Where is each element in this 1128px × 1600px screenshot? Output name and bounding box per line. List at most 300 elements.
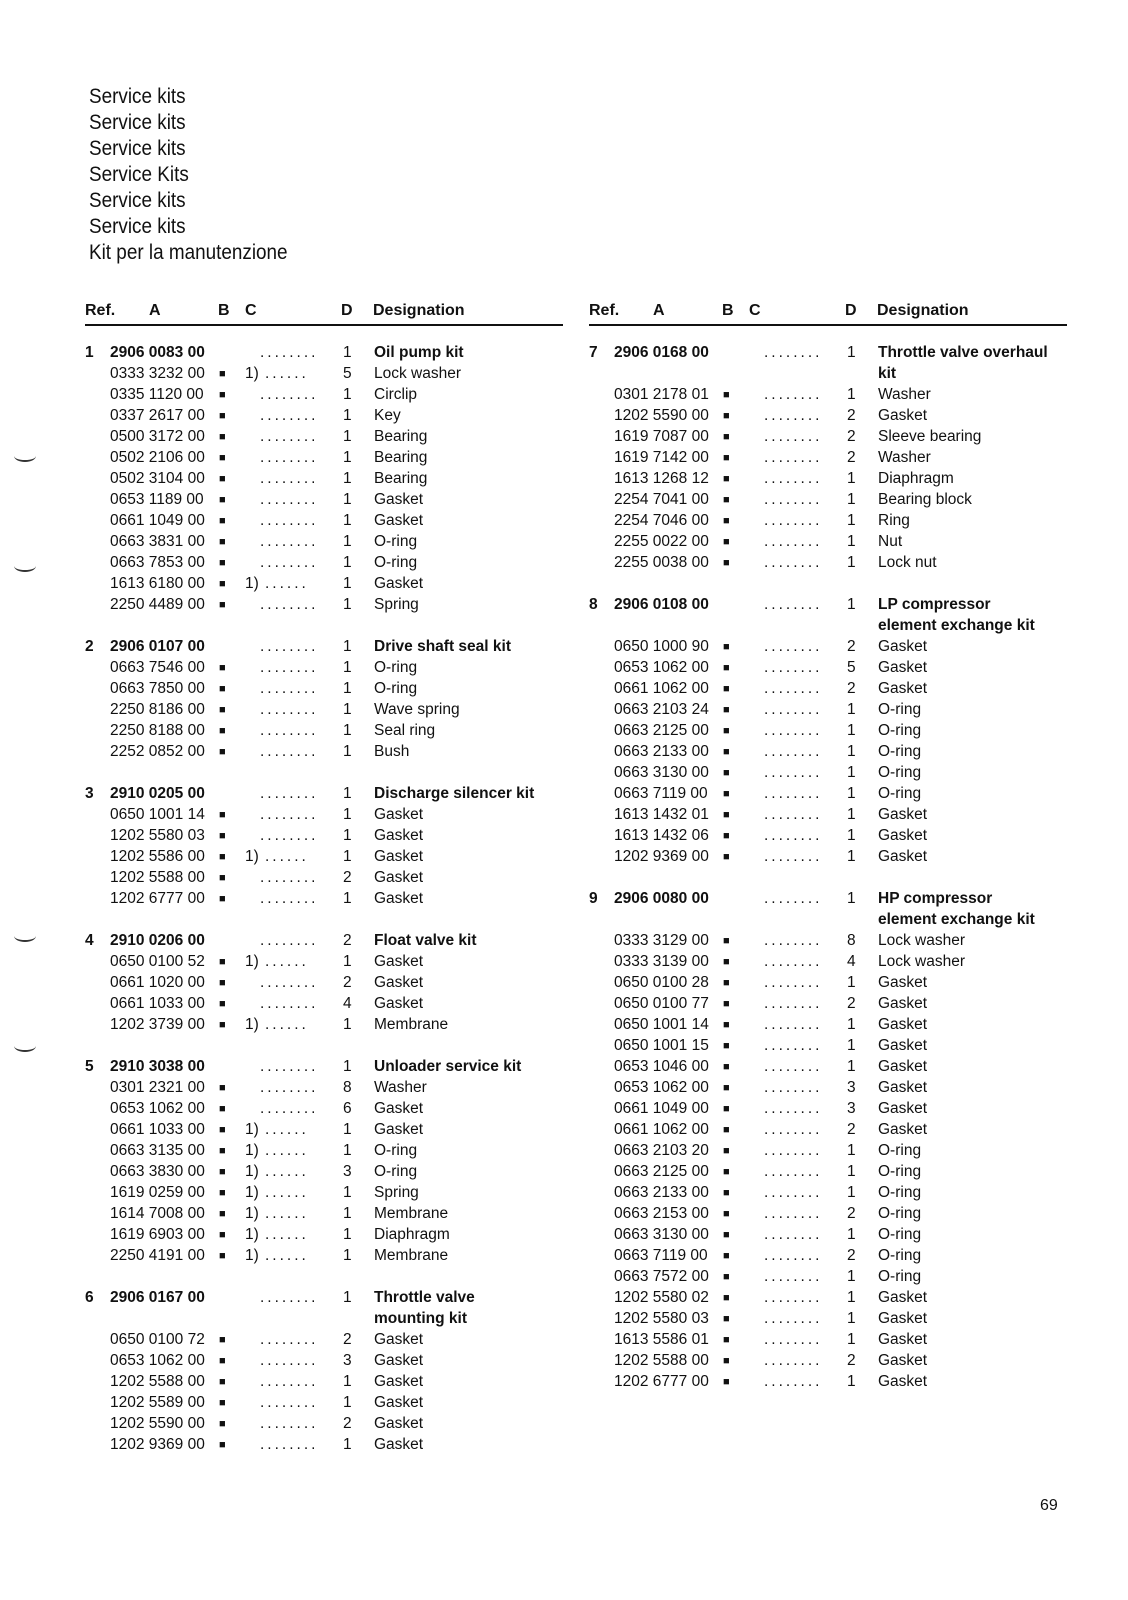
part-row	[85, 596, 563, 617]
leader-dots: ........	[260, 449, 319, 466]
square-mark-icon: ■	[219, 1145, 226, 1157]
leader-dots: ........	[764, 1226, 823, 1243]
part-designation: Gasket	[374, 1352, 424, 1369]
part-number: 0661 1049 00	[110, 512, 205, 529]
part-row	[589, 827, 1067, 848]
kit-designation: Oil pump kit	[374, 344, 464, 361]
part-designation: Gasket	[878, 1352, 928, 1369]
quantity: 2	[343, 869, 352, 886]
part-row	[85, 869, 563, 890]
square-mark-icon: ■	[219, 431, 226, 443]
header-c: C	[245, 302, 257, 319]
quantity: 1	[343, 554, 352, 571]
quantity: 1	[847, 1163, 856, 1180]
part-designation: Gasket	[374, 848, 424, 865]
leader-dots: ......	[265, 1163, 309, 1180]
part-designation: O-ring	[878, 701, 922, 718]
square-mark-icon: ■	[219, 998, 226, 1010]
part-designation: Gasket	[878, 1331, 928, 1348]
square-mark-icon: ■	[723, 1334, 730, 1346]
leader-dots: ........	[260, 638, 319, 655]
leader-dots: ........	[764, 1058, 823, 1075]
part-number: 1202 5580 02	[614, 1289, 709, 1306]
quantity: 1	[343, 722, 352, 739]
part-row	[589, 407, 1067, 428]
square-mark-icon: ■	[723, 431, 730, 443]
leader-dots: ........	[764, 743, 823, 760]
square-mark-icon: ■	[723, 515, 730, 527]
part-number: 0653 1062 00	[110, 1352, 205, 1369]
quantity: 2	[847, 1205, 856, 1222]
square-mark-icon: ■	[219, 578, 226, 590]
part-row	[589, 1247, 1067, 1268]
header-designation: Designation	[373, 302, 465, 319]
kit-group	[85, 932, 563, 1037]
part-number: 0663 3831 00	[110, 533, 205, 550]
leader-dots: ........	[764, 1373, 823, 1390]
leader-dots: ........	[764, 1163, 823, 1180]
quantity: 1	[343, 827, 352, 844]
leader-dots: ........	[260, 869, 319, 886]
part-number: 0653 1189 00	[110, 491, 204, 508]
part-designation: Bearing	[374, 428, 428, 445]
quantity: 1	[343, 1016, 352, 1033]
kit-designation-continued	[589, 911, 1067, 932]
leader-dots: ........	[764, 1100, 823, 1117]
kit-part-number: 2910 0205 00	[110, 785, 205, 802]
leader-dots: ........	[764, 1079, 823, 1096]
leader-dots: ........	[260, 344, 319, 361]
part-row	[589, 848, 1067, 869]
part-row	[589, 638, 1067, 659]
square-mark-icon: ■	[219, 368, 226, 380]
quantity: 3	[847, 1079, 856, 1096]
part-row	[85, 575, 563, 596]
quantity: 1	[343, 1205, 352, 1222]
square-mark-icon: ■	[219, 851, 226, 863]
leader-dots: ......	[265, 575, 309, 592]
leader-dots: ........	[764, 722, 823, 739]
quantity: 1	[847, 974, 856, 991]
part-number: 0663 2125 00	[614, 722, 709, 739]
part-row	[589, 974, 1067, 995]
leader-dots: ........	[764, 1247, 823, 1264]
quantity: 6	[343, 1100, 352, 1117]
kit-ref-number: 9	[589, 890, 598, 907]
part-designation: Gasket	[374, 806, 424, 823]
kit-part-number: 2906 0080 00	[614, 890, 709, 907]
part-row	[85, 512, 563, 533]
square-mark-icon: ■	[723, 1145, 730, 1157]
part-number: 0661 1020 00	[110, 974, 205, 991]
header-a: A	[653, 302, 665, 319]
part-designation: O-ring	[878, 722, 922, 739]
part-designation: Gasket	[374, 575, 424, 592]
part-designation: Gasket	[374, 995, 424, 1012]
square-mark-icon: ■	[219, 893, 226, 905]
part-designation: O-ring	[374, 1142, 418, 1159]
part-designation: Gasket	[374, 1121, 424, 1138]
kit-row	[589, 596, 1067, 617]
quantity: 1	[343, 1142, 352, 1159]
part-row	[589, 1100, 1067, 1121]
square-mark-icon: ■	[723, 935, 730, 947]
part-row	[85, 1163, 563, 1184]
left-column	[85, 300, 563, 1478]
part-designation: Gasket	[374, 1373, 424, 1390]
leader-dots: ........	[260, 1394, 319, 1411]
part-number: 1202 5580 03	[614, 1310, 709, 1327]
part-designation: O-ring	[878, 1205, 922, 1222]
part-row	[85, 1142, 563, 1163]
part-number: 0663 3135 00	[110, 1142, 205, 1159]
part-designation: Gasket	[374, 953, 424, 970]
square-mark-icon: ■	[219, 662, 226, 674]
leader-dots: ........	[764, 344, 823, 361]
leader-dots: ........	[260, 722, 319, 739]
part-designation: Gasket	[374, 1331, 424, 1348]
quantity: 1	[343, 1058, 352, 1075]
part-number: 2254 7046 00	[614, 512, 709, 529]
square-mark-icon: ■	[723, 704, 730, 716]
part-designation: Wave spring	[374, 701, 460, 718]
part-number: 0663 3130 00	[614, 1226, 709, 1243]
square-mark-icon: ■	[219, 452, 226, 464]
kit-row	[85, 785, 563, 806]
part-number: 0661 1033 00	[110, 1121, 205, 1138]
part-designation: O-ring	[878, 1268, 922, 1285]
part-designation: Gasket	[878, 806, 928, 823]
footnote-ref: 1)	[245, 365, 259, 382]
part-number: 2255 0022 00	[614, 533, 709, 550]
quantity: 1	[847, 1058, 856, 1075]
leader-dots: ........	[260, 932, 319, 949]
leader-dots: ........	[260, 1352, 319, 1369]
title-line: Service kits	[89, 111, 186, 134]
square-mark-icon: ■	[723, 1103, 730, 1115]
leader-dots: ......	[265, 1205, 309, 1222]
leader-dots: ........	[764, 1268, 823, 1285]
part-row	[589, 554, 1067, 575]
part-row	[85, 1394, 563, 1415]
part-row	[85, 890, 563, 911]
quantity: 1	[343, 1394, 352, 1411]
part-number: 0663 7119 00	[614, 1247, 708, 1264]
kit-designation: element exchange kit	[878, 911, 1035, 928]
part-number: 0333 3232 00	[110, 365, 205, 382]
square-mark-icon: ■	[219, 1082, 226, 1094]
part-row	[589, 995, 1067, 1016]
part-number: 0663 7572 00	[614, 1268, 709, 1285]
square-mark-icon: ■	[219, 809, 226, 821]
footnote-ref: 1)	[245, 1226, 259, 1243]
part-row	[589, 764, 1067, 785]
kit-ref-number: 2	[85, 638, 94, 655]
part-designation: Gasket	[374, 512, 424, 529]
leader-dots: ........	[260, 386, 319, 403]
square-mark-icon: ■	[723, 1292, 730, 1304]
part-designation: O-ring	[878, 1247, 922, 1264]
part-number: 0661 1033 00	[110, 995, 205, 1012]
part-designation: Bearing	[374, 470, 428, 487]
quantity: 1	[343, 806, 352, 823]
part-row	[589, 386, 1067, 407]
kit-group	[589, 344, 1067, 575]
leader-dots: ........	[764, 449, 823, 466]
square-mark-icon: ■	[219, 494, 226, 506]
quantity: 1	[343, 575, 352, 592]
leader-dots: ........	[764, 995, 823, 1012]
part-row	[589, 1058, 1067, 1079]
header-c: C	[749, 302, 761, 319]
kit-designation: Drive shaft seal kit	[374, 638, 511, 655]
leader-dots: ......	[265, 1121, 309, 1138]
part-row	[85, 659, 563, 680]
quantity: 1	[847, 890, 856, 907]
quantity: 1	[343, 680, 352, 697]
quantity: 1	[343, 1436, 352, 1453]
square-mark-icon: ■	[219, 1397, 226, 1409]
footnote-ref: 1)	[245, 1205, 259, 1222]
part-number: 1202 6777 00	[110, 890, 205, 907]
square-mark-icon: ■	[723, 1187, 730, 1199]
part-designation: Key	[374, 407, 401, 424]
leader-dots: ........	[764, 512, 823, 529]
leader-dots: ........	[764, 533, 823, 550]
quantity: 1	[847, 512, 856, 529]
leader-dots: ........	[260, 995, 319, 1012]
kit-row	[589, 890, 1067, 911]
square-mark-icon: ■	[723, 389, 730, 401]
part-row	[85, 1205, 563, 1226]
square-mark-icon: ■	[723, 557, 730, 569]
part-number: 0301 2321 00	[110, 1079, 205, 1096]
part-designation: O-ring	[374, 533, 418, 550]
part-number: 0663 2125 00	[614, 1163, 709, 1180]
square-mark-icon: ■	[219, 956, 226, 968]
part-number: 1619 7142 00	[614, 449, 709, 466]
part-row	[85, 722, 563, 743]
kit-designation: HP compressor	[878, 890, 993, 907]
kit-group	[85, 785, 563, 911]
square-mark-icon: ■	[723, 1082, 730, 1094]
part-row	[589, 449, 1067, 470]
quantity: 1	[847, 743, 856, 760]
leader-dots: ........	[260, 1415, 319, 1432]
part-designation: Spring	[374, 596, 419, 613]
part-row	[589, 680, 1067, 701]
square-mark-icon: ■	[723, 473, 730, 485]
part-designation: Gasket	[878, 1289, 928, 1306]
square-mark-icon: ■	[723, 1040, 730, 1052]
kit-list	[85, 344, 563, 1457]
part-number: 0653 1062 00	[110, 1100, 205, 1117]
part-number: 0650 0100 28	[614, 974, 709, 991]
kit-group	[85, 1289, 563, 1457]
header-a: A	[149, 302, 161, 319]
quantity: 1	[343, 1289, 352, 1306]
kit-ref-number: 8	[589, 596, 598, 613]
kit-designation: LP compressor	[878, 596, 991, 613]
footnote-ref: 1)	[245, 1247, 259, 1264]
square-mark-icon: ■	[723, 1313, 730, 1325]
part-number: 1613 1432 01	[614, 806, 709, 823]
part-designation: Membrane	[374, 1016, 449, 1033]
square-mark-icon: ■	[723, 956, 730, 968]
part-row	[85, 1331, 563, 1352]
kit-ref-number: 5	[85, 1058, 94, 1075]
part-number: 0663 7119 00	[614, 785, 708, 802]
leader-dots: ......	[265, 365, 309, 382]
footnote-ref: 1)	[245, 1016, 259, 1033]
part-row	[85, 449, 563, 470]
part-number: 1202 5588 00	[110, 1373, 205, 1390]
part-designation: O-ring	[878, 785, 922, 802]
leader-dots: ........	[764, 470, 823, 487]
part-designation: Gasket	[374, 491, 424, 508]
part-number: 1202 5588 00	[110, 869, 205, 886]
part-row	[589, 428, 1067, 449]
part-number: 0663 2103 20	[614, 1142, 709, 1159]
leader-dots: ......	[265, 1142, 309, 1159]
square-mark-icon: ■	[723, 788, 730, 800]
footnote-ref: 1)	[245, 1184, 259, 1201]
part-number: 1202 9369 00	[110, 1436, 205, 1453]
part-designation: Gasket	[374, 827, 424, 844]
table-header	[589, 300, 1067, 326]
part-row	[85, 407, 563, 428]
part-designation: Gasket	[878, 1310, 928, 1327]
part-number: 0663 2133 00	[614, 743, 709, 760]
quantity: 1	[847, 1016, 856, 1033]
quantity: 1	[847, 470, 856, 487]
leader-dots: ........	[260, 1289, 319, 1306]
square-mark-icon: ■	[219, 830, 226, 842]
footnote-ref: 1)	[245, 1163, 259, 1180]
leader-dots: ........	[764, 1205, 823, 1222]
square-mark-icon: ■	[219, 557, 226, 569]
part-row	[589, 1331, 1067, 1352]
part-designation: Bearing block	[878, 491, 972, 508]
quantity: 1	[847, 701, 856, 718]
part-row	[85, 1436, 563, 1457]
square-mark-icon: ■	[219, 473, 226, 485]
part-designation: O-ring	[374, 554, 418, 571]
quantity: 8	[847, 932, 856, 949]
kit-designation: kit	[878, 365, 897, 382]
part-number: 1202 6777 00	[614, 1373, 709, 1390]
leader-dots: ........	[260, 533, 319, 550]
header-d: D	[845, 302, 857, 319]
quantity: 2	[847, 449, 856, 466]
part-row	[85, 491, 563, 512]
square-mark-icon: ■	[219, 389, 226, 401]
part-row	[589, 1037, 1067, 1058]
quantity: 1	[847, 764, 856, 781]
leader-dots: ........	[764, 1184, 823, 1201]
part-number: 0663 7546 00	[110, 659, 205, 676]
part-row	[85, 533, 563, 554]
part-row	[589, 932, 1067, 953]
kit-designation: Discharge silencer kit	[374, 785, 535, 802]
part-designation: Gasket	[374, 974, 424, 991]
square-mark-icon: ■	[723, 1061, 730, 1073]
part-row	[589, 1268, 1067, 1289]
footnote-ref: 1)	[245, 848, 259, 865]
kit-designation: element exchange kit	[878, 617, 1035, 634]
quantity: 1	[343, 512, 352, 529]
leader-dots: ........	[764, 428, 823, 445]
quantity: 1	[343, 848, 352, 865]
kit-group	[85, 638, 563, 764]
quantity: 5	[343, 365, 352, 382]
title-line: Service Kits	[89, 163, 189, 186]
quantity: 3	[847, 1100, 856, 1117]
title-line: Service kits	[89, 85, 186, 108]
quantity: 8	[343, 1079, 352, 1096]
leader-dots: ........	[764, 974, 823, 991]
quantity: 1	[847, 806, 856, 823]
part-row	[85, 1016, 563, 1037]
part-number: 1619 0259 00	[110, 1184, 205, 1201]
part-number: 0333 3129 00	[614, 932, 709, 949]
quantity: 1	[343, 1226, 352, 1243]
title-block	[89, 84, 310, 266]
part-designation: Lock washer	[878, 953, 966, 970]
quantity: 1	[343, 890, 352, 907]
quantity: 1	[343, 491, 352, 508]
part-number: 1202 5586 00	[110, 848, 205, 865]
leader-dots: ........	[764, 1016, 823, 1033]
leader-dots: ........	[260, 1058, 319, 1075]
kit-ref-number: 6	[85, 1289, 94, 1306]
leader-dots: ........	[764, 1142, 823, 1159]
square-mark-icon: ■	[723, 851, 730, 863]
square-mark-icon: ■	[723, 725, 730, 737]
part-designation: Gasket	[878, 1100, 928, 1117]
part-row	[85, 1121, 563, 1142]
part-number: 0650 0100 52	[110, 953, 205, 970]
square-mark-icon: ■	[219, 725, 226, 737]
quantity: 3	[343, 1352, 352, 1369]
part-number: 0663 2153 00	[614, 1205, 709, 1222]
leader-dots: ........	[764, 680, 823, 697]
leader-dots: ........	[764, 1331, 823, 1348]
square-mark-icon: ■	[219, 410, 226, 422]
square-mark-icon: ■	[723, 998, 730, 1010]
part-row	[589, 701, 1067, 722]
quantity: 1	[343, 533, 352, 550]
part-row	[589, 722, 1067, 743]
quantity: 1	[847, 1289, 856, 1306]
kit-row	[589, 344, 1067, 365]
part-row	[85, 953, 563, 974]
part-designation: Washer	[878, 449, 931, 466]
part-designation: Gasket	[878, 1016, 928, 1033]
part-designation: Washer	[878, 386, 931, 403]
part-designation: Gasket	[878, 638, 928, 655]
leader-dots: ........	[260, 701, 319, 718]
quantity: 1	[847, 827, 856, 844]
square-mark-icon: ■	[219, 977, 226, 989]
quantity: 1	[343, 638, 352, 655]
square-mark-icon: ■	[219, 1376, 226, 1388]
part-designation: O-ring	[878, 1226, 922, 1243]
kit-group	[85, 1058, 563, 1268]
square-mark-icon: ■	[219, 1229, 226, 1241]
part-row	[589, 1079, 1067, 1100]
square-mark-icon: ■	[219, 1208, 226, 1220]
